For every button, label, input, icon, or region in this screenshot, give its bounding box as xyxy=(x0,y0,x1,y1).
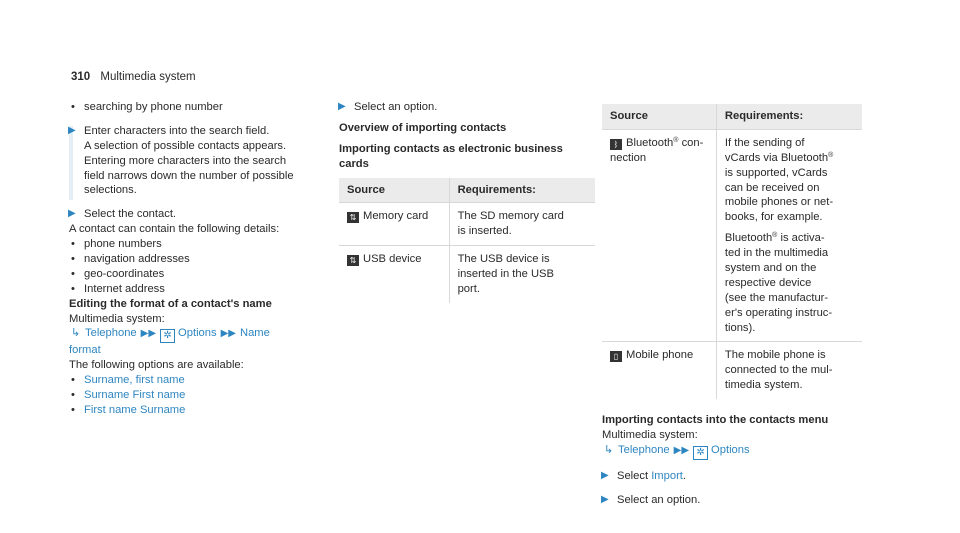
instruction-step: ▶ Select the contact. xyxy=(68,208,177,221)
instruction-step: ▶ Select an option. xyxy=(338,101,438,113)
options-intro: The following options are available: xyxy=(69,359,244,372)
step-arrow-icon: ▶ xyxy=(601,469,609,481)
table-row: ⇅ Memory card The SD memory card is inserted. xyxy=(339,203,595,246)
link-telephone[interactable]: Telephone xyxy=(618,443,670,456)
instruction-step: ▶ Select an option. xyxy=(601,493,701,506)
link-options[interactable]: Options xyxy=(711,443,750,456)
link-options[interactable]: Options xyxy=(178,327,217,340)
section-heading: Overview of importing contacts xyxy=(339,121,507,134)
menu-path xyxy=(602,443,862,460)
column-3 xyxy=(602,104,862,508)
page-header-title: Multimedia system xyxy=(100,71,196,83)
path-separator-icon: ▶▶ xyxy=(220,328,236,340)
list-item: • Surname First name xyxy=(71,389,186,402)
list-item: • searching by phone number xyxy=(71,101,223,113)
section-heading: Editing the format of a contact's name xyxy=(69,297,272,310)
section-heading: Importing contacts into the contacts menu xyxy=(602,414,829,427)
import-sources-table xyxy=(339,178,595,303)
option-link[interactable]: Surname, first name xyxy=(84,374,185,387)
list-item: • geo-coordinates xyxy=(71,267,165,280)
gear-icon: ✲ xyxy=(693,446,708,460)
path-start-icon: ↳ xyxy=(604,443,614,456)
step-arrow-icon: ▶ xyxy=(68,124,76,136)
sub-heading: Importing contacts as electronic business cards xyxy=(339,142,563,170)
path-start-icon: ↳ xyxy=(71,327,81,340)
system-label: Multimedia system: xyxy=(69,312,165,325)
option-link[interactable]: First name Surname xyxy=(84,404,186,417)
column-1 xyxy=(69,100,314,418)
bluetooth-icon: ᛒ xyxy=(610,139,622,150)
step-arrow-icon: ▶ xyxy=(68,208,76,220)
table-header-requirements: Requirements: xyxy=(449,178,595,203)
gear-icon: ✲ xyxy=(160,329,175,343)
page-header xyxy=(71,70,196,85)
path-separator-icon: ▶▶ xyxy=(140,328,157,340)
table-row: ▯ Mobile phone The mobile phone is connected to the mul- timedia system. xyxy=(602,342,862,399)
page-number: 310 xyxy=(71,71,91,83)
list-item: • navigation addresses xyxy=(71,253,190,266)
table-header-source: Source xyxy=(339,178,449,203)
step-arrow-icon: ▶ xyxy=(338,101,346,112)
details-intro: A contact can contain the following details: xyxy=(69,223,280,236)
table-row: ⇅ USB device The USB device is inserted in the USB port. xyxy=(339,246,595,303)
link-telephone[interactable]: Telephone xyxy=(85,327,137,340)
table-header-requirements: Requirements: xyxy=(716,104,862,129)
table-row: ᛒ Bluetooth® con- nection If the sending of vCards via Bluetooth® is supported, vCards can be received on mobile phones or net- books, for example. Bluetooth® is activa- ted in the multimedia system and on the respective device (see the manufactur- er's operating instruc- tions). xyxy=(602,129,862,342)
list-item: • Surname, first name xyxy=(71,374,185,387)
list-item: • Internet address xyxy=(71,282,165,295)
mobile-phone-icon: ▯ xyxy=(610,351,622,362)
usb-icon: ⇅ xyxy=(347,255,359,266)
link-import[interactable]: Import xyxy=(651,469,683,482)
menu-path xyxy=(69,326,314,343)
system-label: Multimedia system: xyxy=(602,429,698,442)
option-link[interactable]: Surname First name xyxy=(84,389,186,402)
column-2 xyxy=(339,100,595,303)
path-separator-icon: ▶▶ xyxy=(673,444,690,456)
list-item: • First name Surname xyxy=(71,404,186,417)
link-format[interactable]: format xyxy=(69,344,101,357)
memory-card-icon: ⇅ xyxy=(347,212,359,223)
list-item: • phone numbers xyxy=(71,238,162,251)
step-arrow-icon: ▶ xyxy=(601,493,609,505)
import-sources-table-continued xyxy=(602,104,862,399)
instruction-step: ▶ Enter characters into the search field. A selection of possible contacts appears. Entering more characters into the search field narrows down the number of possible selections. xyxy=(69,124,314,198)
table-header-source: Source xyxy=(602,104,716,129)
instruction-step: ▶ Select Import. xyxy=(601,469,687,482)
link-name[interactable]: Name xyxy=(239,327,270,340)
